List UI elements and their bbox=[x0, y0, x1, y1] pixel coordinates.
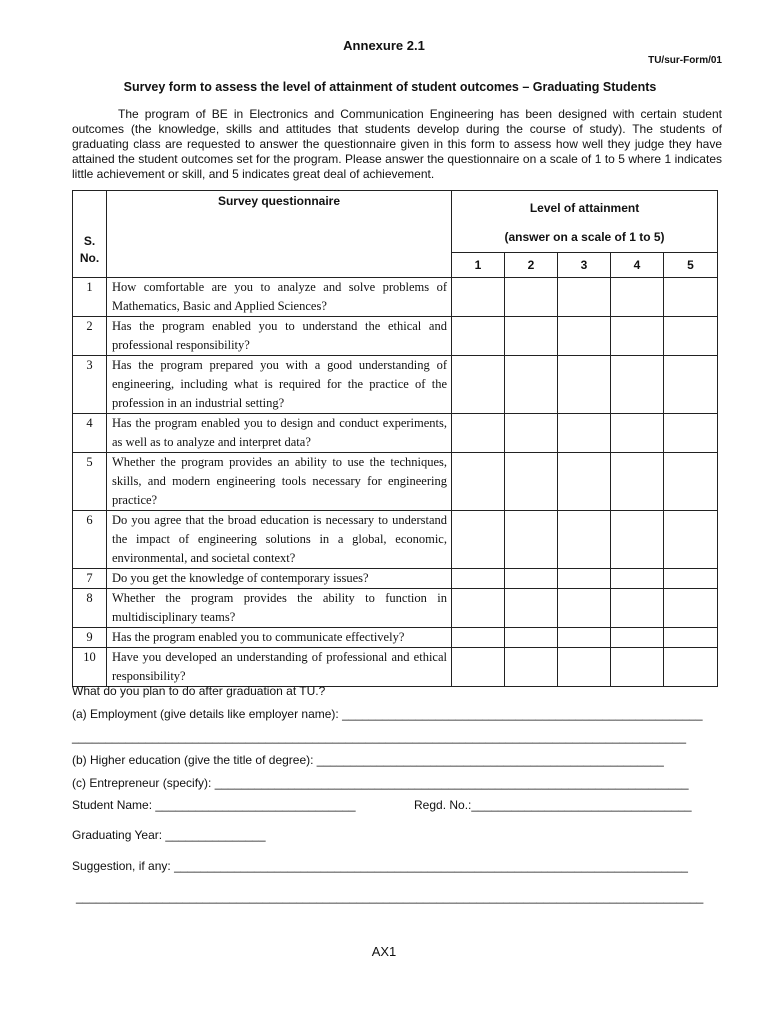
rating-cell-4[interactable] bbox=[611, 511, 664, 569]
rating-cell-4[interactable] bbox=[611, 569, 664, 589]
table-row bbox=[73, 317, 718, 356]
row-number: 4 bbox=[73, 414, 107, 453]
rating-cell-1[interactable] bbox=[452, 317, 505, 356]
rating-cell-1[interactable] bbox=[452, 414, 505, 453]
rating-cell-5[interactable] bbox=[664, 589, 718, 628]
suggestion-field[interactable]: Suggestion, if any: _____________________________________________________________________________ bbox=[72, 859, 688, 873]
col-sno-header bbox=[73, 191, 107, 278]
rating-cell-3[interactable] bbox=[558, 414, 611, 453]
rating-cell-5[interactable] bbox=[664, 648, 718, 687]
question-text: Whether the program provides the ability to function in multidisciplinary teams? bbox=[107, 589, 452, 628]
rating-cell-5[interactable] bbox=[664, 317, 718, 356]
rating-cell-3[interactable] bbox=[558, 356, 611, 414]
rating-cell-5[interactable] bbox=[664, 511, 718, 569]
rating-cell-4[interactable] bbox=[611, 589, 664, 628]
employment-field[interactable]: (a) Employment (give details like employer name): ______________________________________________________ bbox=[72, 707, 703, 721]
rating-cell-2[interactable] bbox=[505, 569, 558, 589]
plan-question: What do you plan to do after graduation at TU.? bbox=[72, 684, 326, 698]
scale-header-3: 3 bbox=[558, 253, 611, 278]
annexure-heading: Annexure 2.1 bbox=[343, 38, 425, 53]
question-text: Has the program prepared you with a good understanding of engineering, including what is required for the practice of the profession in an industrial setting? bbox=[107, 356, 452, 414]
rating-cell-2[interactable] bbox=[505, 317, 558, 356]
rating-cell-3[interactable] bbox=[558, 278, 611, 317]
rating-cell-2[interactable] bbox=[505, 453, 558, 511]
rating-cell-2[interactable] bbox=[505, 511, 558, 569]
rating-cell-5[interactable] bbox=[664, 278, 718, 317]
rating-cell-4[interactable] bbox=[611, 414, 664, 453]
table-row bbox=[73, 453, 718, 511]
rating-cell-4[interactable] bbox=[611, 453, 664, 511]
table-row bbox=[73, 356, 718, 414]
rating-cell-3[interactable] bbox=[558, 589, 611, 628]
table-row bbox=[73, 589, 718, 628]
page-title: Survey form to assess the level of attainment of student outcomes – Graduating Students bbox=[123, 80, 657, 94]
intro-paragraph: The program of BE in Electronics and Communication Engineering has been designed with certain student outcomes (the knowledge, skills and attitudes that students develop during the course of study). The students of graduating class are requested to answer the questionnaire given in this form to assess how well they judge they have attained the student outcomes set for the program. Please answer the questionnaire on a scale of 1 to 5 where 1 indicates little achievement or skill, and 5 indicates great deal of achievement. bbox=[72, 107, 722, 181]
col-level-line1: Level of attainment bbox=[529, 201, 640, 215]
scale-header-5: 5 bbox=[664, 253, 718, 278]
rating-cell-2[interactable] bbox=[505, 589, 558, 628]
question-text: Have you developed an understanding of professional and ethical responsibility? bbox=[107, 648, 452, 687]
question-text: Do you agree that the broad education is necessary to understand the impact of engineering solutions in a global, economic, environmental, and societal context? bbox=[107, 511, 452, 569]
rating-cell-5[interactable] bbox=[664, 414, 718, 453]
rating-cell-3[interactable] bbox=[558, 648, 611, 687]
entrepreneur-field[interactable]: (c) Entrepreneur (specify): _______________________________________________________________________ bbox=[72, 776, 689, 790]
rating-cell-5[interactable] bbox=[664, 356, 718, 414]
rating-cell-5[interactable] bbox=[664, 628, 718, 648]
rating-cell-1[interactable] bbox=[452, 569, 505, 589]
col-sno-line1: S. bbox=[83, 234, 96, 248]
rating-cell-3[interactable] bbox=[558, 569, 611, 589]
rating-cell-2[interactable] bbox=[505, 278, 558, 317]
rating-cell-4[interactable] bbox=[611, 278, 664, 317]
rating-cell-2[interactable] bbox=[505, 648, 558, 687]
row-number: 2 bbox=[73, 317, 107, 356]
student-name-field[interactable]: Student Name: ______________________________ bbox=[72, 798, 356, 812]
table-row bbox=[73, 278, 718, 317]
question-text: Has the program enabled you to communicate effectively? bbox=[107, 628, 452, 648]
table-row bbox=[73, 628, 718, 648]
question-text: Has the program enabled you to understand the ethical and professional responsibility? bbox=[107, 317, 452, 356]
scale-header-2: 2 bbox=[505, 253, 558, 278]
row-number: 1 bbox=[73, 278, 107, 317]
table-row bbox=[73, 414, 718, 453]
rating-cell-1[interactable] bbox=[452, 648, 505, 687]
row-number: 9 bbox=[73, 628, 107, 648]
suggestion-field-cont[interactable]: ______________________________________________________________________________________________ bbox=[76, 890, 704, 904]
rating-cell-1[interactable] bbox=[452, 628, 505, 648]
rating-cell-1[interactable] bbox=[452, 511, 505, 569]
question-text: How comfortable are you to analyze and solve problems of Mathematics, Basic and Applied Sciences? bbox=[107, 278, 452, 317]
row-number: 3 bbox=[73, 356, 107, 414]
higher-education-field[interactable]: (b) Higher education (give the title of degree): ____________________________________________________ bbox=[72, 753, 664, 767]
col-level-line2: (answer on a scale of 1 to 5) bbox=[504, 230, 665, 244]
table-row bbox=[73, 569, 718, 589]
rating-cell-1[interactable] bbox=[452, 278, 505, 317]
table-row bbox=[73, 511, 718, 569]
rating-cell-2[interactable] bbox=[505, 414, 558, 453]
question-text: Has the program enabled you to design and conduct experiments, as well as to analyze and interpret data? bbox=[107, 414, 452, 453]
rating-cell-4[interactable] bbox=[611, 317, 664, 356]
rating-cell-5[interactable] bbox=[664, 569, 718, 589]
scale-header-4: 4 bbox=[611, 253, 664, 278]
rating-cell-5[interactable] bbox=[664, 453, 718, 511]
page-number: AX1 bbox=[371, 944, 397, 959]
col-sno-line2: No. bbox=[79, 251, 100, 265]
row-number: 7 bbox=[73, 569, 107, 589]
form-number: TU/sur-Form/01 bbox=[648, 55, 722, 66]
col-level-header bbox=[452, 191, 718, 253]
rating-cell-3[interactable] bbox=[558, 453, 611, 511]
row-number: 5 bbox=[73, 453, 107, 511]
question-text: Do you get the knowledge of contemporary issues? bbox=[107, 569, 452, 589]
row-number: 8 bbox=[73, 589, 107, 628]
graduating-year-field[interactable]: Graduating Year: _______________ bbox=[72, 828, 266, 842]
row-number: 6 bbox=[73, 511, 107, 569]
rating-cell-3[interactable] bbox=[558, 511, 611, 569]
rating-cell-2[interactable] bbox=[505, 356, 558, 414]
regd-no-field[interactable]: Regd. No.:_________________________________ bbox=[414, 798, 692, 812]
rating-cell-1[interactable] bbox=[452, 453, 505, 511]
rating-cell-4[interactable] bbox=[611, 356, 664, 414]
rating-cell-4[interactable] bbox=[611, 648, 664, 687]
employment-field-cont[interactable]: ____________________________________________________________________________________________ bbox=[72, 730, 686, 744]
survey-table bbox=[72, 190, 718, 687]
rating-cell-2[interactable] bbox=[505, 628, 558, 648]
rating-cell-4[interactable] bbox=[611, 628, 664, 648]
question-text: Whether the program provides an ability to use the techniques, skills, and modern engineering tools necessary for engineering practice? bbox=[107, 453, 452, 511]
scale-header-1: 1 bbox=[452, 253, 505, 278]
col-question-header: Survey questionnaire bbox=[107, 191, 452, 278]
rating-cell-3[interactable] bbox=[558, 628, 611, 648]
row-number: 10 bbox=[73, 648, 107, 687]
rating-cell-1[interactable] bbox=[452, 356, 505, 414]
rating-cell-3[interactable] bbox=[558, 317, 611, 356]
rating-cell-1[interactable] bbox=[452, 589, 505, 628]
table-row bbox=[73, 648, 718, 687]
